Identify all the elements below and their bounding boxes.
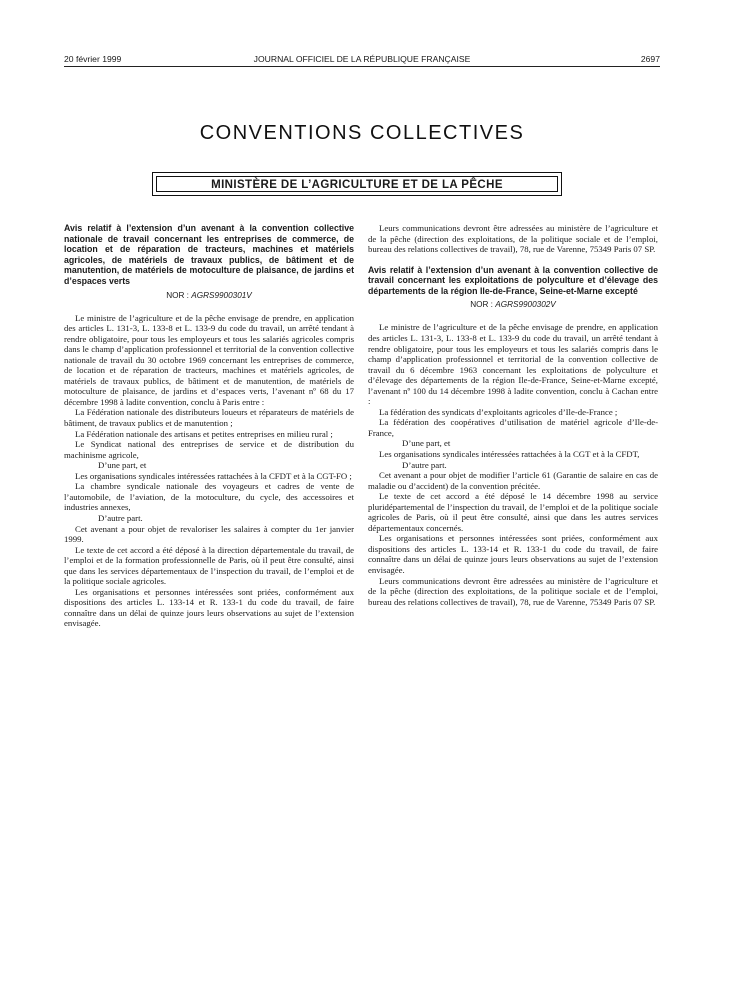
avis1-paragraph: Le texte de cet accord a été déposé à la direction départementale du travail, de l’emploi et de la formation professionnelle de Paris, où il peut être consulté, ainsi que dans les services départementaux de l’inspection du travail, de l’emploi et de la politique sociale agricoles. (64, 544, 354, 587)
avis1-paragraph: La Fédération nationale des artisans et petites entreprises en milieu rural ; (75, 428, 333, 439)
section-title: CONVENTIONS COLLECTIVES (199, 122, 525, 144)
avis1-paragraph: Les organisations syndicales intéressées rattachées à la CFDT et à la CGT-FO ; (75, 470, 352, 481)
avis2-nor-code: AGRS9900302V (495, 300, 556, 310)
avis2-nor-label: NOR : (470, 300, 493, 310)
avis1-paragraph: La chambre syndicale nationale des voyageurs et cadres de vente de l’automobile, de l’aviation, de la motoculture, du cycle, des accessoires et industries annexes, (64, 481, 354, 513)
avis1-paragraph: Les organisations et personnes intéressées sont priées, conformément aux dispositions des articles L. 133-14 et R. 133-1 du code du travail, de faire connaître dans un délai de quinze jours leurs observations au sujet de l’extension envisagée. (64, 586, 354, 629)
left-column (64, 223, 354, 629)
ministry-heading: MINISTÈRE DE L’AGRICULTURE ET DE LA PÊCHE (156, 176, 558, 192)
avis1-paragraph: Le Syndicat national des entreprises de service et de distribution du machinisme agricole, (64, 439, 354, 460)
avis1-nor-code: AGRS9900301V (191, 290, 252, 300)
avis2-paragraph: La fédération des coopératives d’utilisation de matériel agricole d’Ile-de-France, (368, 417, 658, 438)
avis1-continuation-paragraph: Leurs communications devront être adressées au ministère de l’agriculture et de la pêche (direction des exploitations, de la politique sociale et de l’emploi, bureau des relations collectives de travail), 78, rue de Varenne, 75349 Paris 07 SP. (368, 223, 658, 255)
avis1-nor (64, 291, 354, 301)
avis2-party-marker: D’autre part. (402, 459, 447, 470)
avis2-paragraph: Cet avenant a pour objet de modifier l’article 61 (Garantie de salaire en cas de maladie ou d’accident) de la convention précitée. (368, 470, 658, 491)
avis2-paragraph: Les organisations syndicales intéressées rattachées à la CGT et à la CFDT, (379, 448, 640, 459)
header-date: 20 février 1999 (64, 54, 122, 64)
header-page-number: 2697 (640, 54, 660, 64)
header-journal-title: JOURNAL OFFICIEL DE LA RÉPUBLIQUE FRANÇAISE (253, 54, 471, 64)
avis1-paragraph: Cet avenant a pour objet de revaloriser les salaires à compter du 1er janvier 1999. (64, 523, 354, 545)
avis2-paragraph: La fédération des syndicats d’exploitants agricoles d’Ile-de-France ; (379, 406, 618, 417)
avis2-paragraph: Les organisations et personnes intéressées sont priées, conformément aux dispositions des articles L. 133-14 et R. 133-1 du code du travail, de faire connaître dans un délai de quinze jours leurs observations au sujet de l’extension envisagée. (368, 533, 658, 575)
avis1-party-marker: D’autre part. (98, 512, 143, 523)
running-header (64, 52, 660, 67)
avis1-title: Avis relatif à l’extension d’un avenant à la convention collective nationale de travail concernant les entreprises de commerce, de location et de réparation de tracteurs, machines et matériels agricoles, de matériels de travaux publics, de bâtiment et de manutention, de matériels de motoculture de plaisance, de jardins et d’espaces verts (64, 223, 354, 286)
avis2-paragraph: Le ministre de l’agriculture et de la pêche envisage de prendre, en application des articles L. 131-3, L. 133-8 et L. 133-9 du code du travail, un arrêté tendant à rendre obligatoire, pour tous les employeurs et tous les salariés compris dans le champ d’application professionnel et territorial de la convention collective de travail du 6 décembre 1963 concernant les exploitations de polyculture et d’élevage des départements de la région Ile-de-France, Seine-et-Marne excepté, l’avenant nº 100 du 14 décembre 1998 à ladite convention, conclu à Cachan entre : (368, 322, 658, 407)
right-column (368, 223, 658, 607)
ministry-box (152, 172, 562, 196)
avis2-paragraph: Le texte de cet accord a été déposé le 14 décembre 1998 au service pluridépartemental de l’inspection du travail, de l’emploi et de la politique sociale agricoles de Paris, où il peut être consulté, ainsi que dans les autres services départementaux concernés. (368, 491, 658, 533)
avis2-party-marker: D’une part, et (402, 438, 451, 449)
avis2-paragraph: Leurs communications devront être adressées au ministère de l’agriculture et de la pêche (direction des exploitations, de la politique sociale et de l’emploi, bureau des relations collectives de travail), 78, rue de Varenne, 75349 Paris 07 SP. (368, 575, 658, 607)
avis2-title: Avis relatif à l’extension d’un avenant à la convention collective de travail concernant les exploitations de polyculture et d’élevage des départements de la région Ile-de-France, Seine-et-Marne excepté (368, 264, 658, 296)
avis1-paragraph: Le ministre de l’agriculture et de la pêche envisage de prendre, en application des articles L. 131-3, L. 133-8 et L. 133-9 du code du travail, un arrêté tendant à rendre obligatoire, pour tous les employeurs et tous les salariés agricoles compris dans le champ d’application professionnel et territorial de la convention collective nationale de travail du 30 octobre 1969 concernant les entreprises de commerce, de location et de réparation de tracteurs, machines et matériels agricoles, de matériels de travaux publics, de bâtiment et de manutention, de matériels de motoculture de plaisance, de jardins et d’espaces verts, l’avenant nº 68 du 17 décembre 1998 à ladite convention, conclu à Paris entre : (64, 312, 354, 407)
avis2-nor (368, 300, 658, 310)
spacer (368, 255, 658, 265)
avis1-party-marker: D’une part, et (98, 460, 147, 471)
avis1-paragraph: La Fédération nationale des distributeurs loueurs et réparateurs de matériels de bâtiment, de travaux publics et de manutention ; (64, 407, 354, 429)
avis1-nor-label: NOR : (166, 290, 189, 300)
